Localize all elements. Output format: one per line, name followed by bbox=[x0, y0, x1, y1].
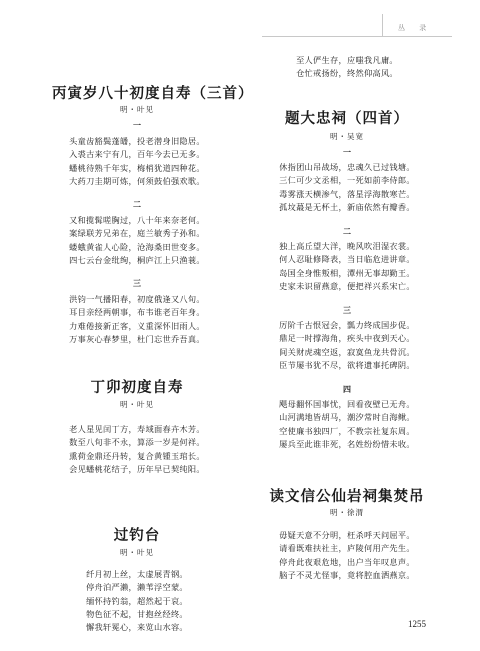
running-head: 丛 录 bbox=[398, 24, 433, 32]
poem-title: 题大忠祠（四首） bbox=[285, 111, 409, 127]
verse-line: 臣节屡书犹不尽，欲将遗事托碑阴。 bbox=[279, 359, 415, 370]
poem-stanza bbox=[262, 529, 432, 582]
verse-line: 又和揽髯嗟胸过，八十年来奈老何。 bbox=[69, 215, 205, 225]
section-marker: 四 bbox=[343, 385, 351, 394]
header-divider bbox=[382, 14, 383, 36]
poem-stanza bbox=[52, 568, 222, 634]
poem-stanza bbox=[262, 319, 432, 372]
poem-stanza-continued bbox=[262, 54, 432, 81]
poem-stanza bbox=[262, 240, 432, 293]
poem-stanza bbox=[52, 214, 222, 267]
poem-author: 明・徐渭 bbox=[330, 508, 364, 517]
poem-author: 明・叶见 bbox=[120, 105, 154, 114]
header-rule bbox=[262, 36, 452, 37]
poem-title: 丁卯初度自寿 bbox=[90, 380, 184, 396]
verse-line: 三仁可少文丞相，一死如前李侍郎。 bbox=[279, 175, 415, 186]
verse-line: 懈我轩冕心，来览山水容。 bbox=[86, 622, 188, 633]
poem-stanza bbox=[262, 161, 432, 214]
verse-line: 耳目亲经两朝事，布韦谁老百年身。 bbox=[69, 307, 205, 318]
section-marker: 一 bbox=[343, 148, 351, 157]
verse-line: 纤月初上丝，太虚展青钢。 bbox=[86, 569, 188, 579]
poem-stanza bbox=[52, 423, 222, 476]
poem-author: 明・叶见 bbox=[120, 548, 154, 557]
verse-line: 数至八旬非不永，算添一岁是何祥。 bbox=[69, 437, 205, 448]
verse-line: 屡兵至此谁非死，名姓纷纷惜未收。 bbox=[279, 438, 415, 449]
verse-line: 仓忙戒扬纷，终然仰高风。 bbox=[296, 68, 398, 79]
section-marker: 二 bbox=[133, 200, 141, 209]
verse-line: 头童齿豁鬓蓬皤，投老潜身旧隐居。 bbox=[69, 136, 205, 146]
verse-line: 熏荷金鼎还丹转，复合黄锺玉琯长。 bbox=[69, 450, 205, 461]
verse-line: 史家未识留燕意，便把祥兴系宋亡。 bbox=[279, 280, 415, 291]
verse-line: 停舟此夜艰危地，出户当年叹息声。 bbox=[279, 556, 415, 567]
poem-stanza bbox=[52, 293, 222, 346]
verse-line: 脑子不灵尤怪事，竟将腔血洒燕京。 bbox=[279, 569, 415, 580]
verse-line: 力难倦接新正客，义重深怀旧雨人。 bbox=[69, 320, 205, 331]
verse-line: 老人星见闰丁方，寿域面春卉木芳。 bbox=[69, 424, 205, 434]
verse-line: 大药刀圭期可炼，何须鼓伯强欢歌。 bbox=[69, 175, 205, 186]
section-marker: 三 bbox=[343, 306, 351, 315]
verse-line: 空使廉书独四厂，不教宗社复东周。 bbox=[279, 425, 415, 436]
verse-line: 停舟泊严濑，濑苇浮空蒙。 bbox=[86, 582, 188, 593]
verse-line: 独上高丘望大洋，晚风吹泪湿衣裳。 bbox=[279, 241, 415, 251]
poem-title: 丙寅岁八十初度自寿（三首） bbox=[52, 86, 254, 102]
page-number: 1255 bbox=[408, 619, 426, 629]
verse-line: 入裘古来宁有几，百年今去已无多。 bbox=[69, 149, 205, 160]
verse-line: 会见蟠桃花结子，历年早已契纯阳。 bbox=[69, 463, 205, 474]
verse-line: 毒雾涨天横渗气，落星浮海散寒芒。 bbox=[279, 188, 415, 199]
section-marker: 二 bbox=[343, 227, 351, 236]
verse-line: 孤坟蕞是无杯土，新庙依然有瓣香。 bbox=[279, 201, 415, 212]
verse-line: 何人忍耻修降表，当日临危进讲章。 bbox=[279, 254, 415, 265]
verse-line: 案绿联芳兄弟在，庭兰敏秀子孙和。 bbox=[69, 228, 205, 239]
verse-line: 飓母翻怀国事忧，回看夜壁已无舟。 bbox=[279, 399, 415, 409]
verse-line: 缅怀持钓翁，超然起于哀。 bbox=[86, 595, 188, 606]
poem-title: 过钓台 bbox=[113, 528, 161, 544]
verse-line: 蝼蛾黄雀人心险，沧海桑田世变多。 bbox=[69, 241, 205, 252]
verse-line: 岛国全身惟叛相，潭州无事却勤王。 bbox=[279, 267, 415, 278]
poem-author: 明・吴宽 bbox=[330, 132, 364, 141]
poem-stanza bbox=[52, 135, 222, 188]
verse-line: 物色征不起，甘抱丝经终。 bbox=[86, 608, 188, 619]
verse-line: 山河满地皆胡马，潮汐常时自海鳅。 bbox=[279, 412, 415, 423]
verse-line: 四七云台金纰绚，桐庐江上只渔蓑。 bbox=[69, 254, 205, 265]
verse-line: 至人俨生存，应嗤我凡庸。 bbox=[296, 55, 398, 65]
verse-line: 休指团山吊战场，忠魂久已过钱塘。 bbox=[279, 162, 415, 172]
verse-line: 蟠桃待熟千年实，梅梢犹道四种花。 bbox=[69, 162, 205, 173]
verse-line: 万事灰心春梦里，杜门忘世乔吾真。 bbox=[69, 333, 205, 344]
section-marker: 一 bbox=[133, 121, 141, 130]
verse-line: 厉阶千古恨冠会，瓢力终成国步促。 bbox=[279, 320, 415, 330]
verse-line: 毋疑天意不分明，枉杀呼天问屈平。 bbox=[279, 530, 415, 540]
section-marker: 三 bbox=[133, 279, 141, 288]
poem-stanza bbox=[262, 398, 432, 451]
verse-line: 鼎足一时撑海角，疾头中夜到天心。 bbox=[279, 333, 415, 344]
poem-author: 明・叶见 bbox=[120, 400, 154, 409]
verse-line: 间关财虎魂空返，寂寞鱼龙共骨沉。 bbox=[279, 346, 415, 357]
poem-title: 读文信公仙岩祠集焚吊 bbox=[269, 489, 425, 505]
verse-line: 洪钧一气播阳春，初度俄逢又八旬。 bbox=[69, 294, 205, 304]
verse-line: 请看既难扶社主，庐陵何用产先生。 bbox=[279, 543, 415, 554]
